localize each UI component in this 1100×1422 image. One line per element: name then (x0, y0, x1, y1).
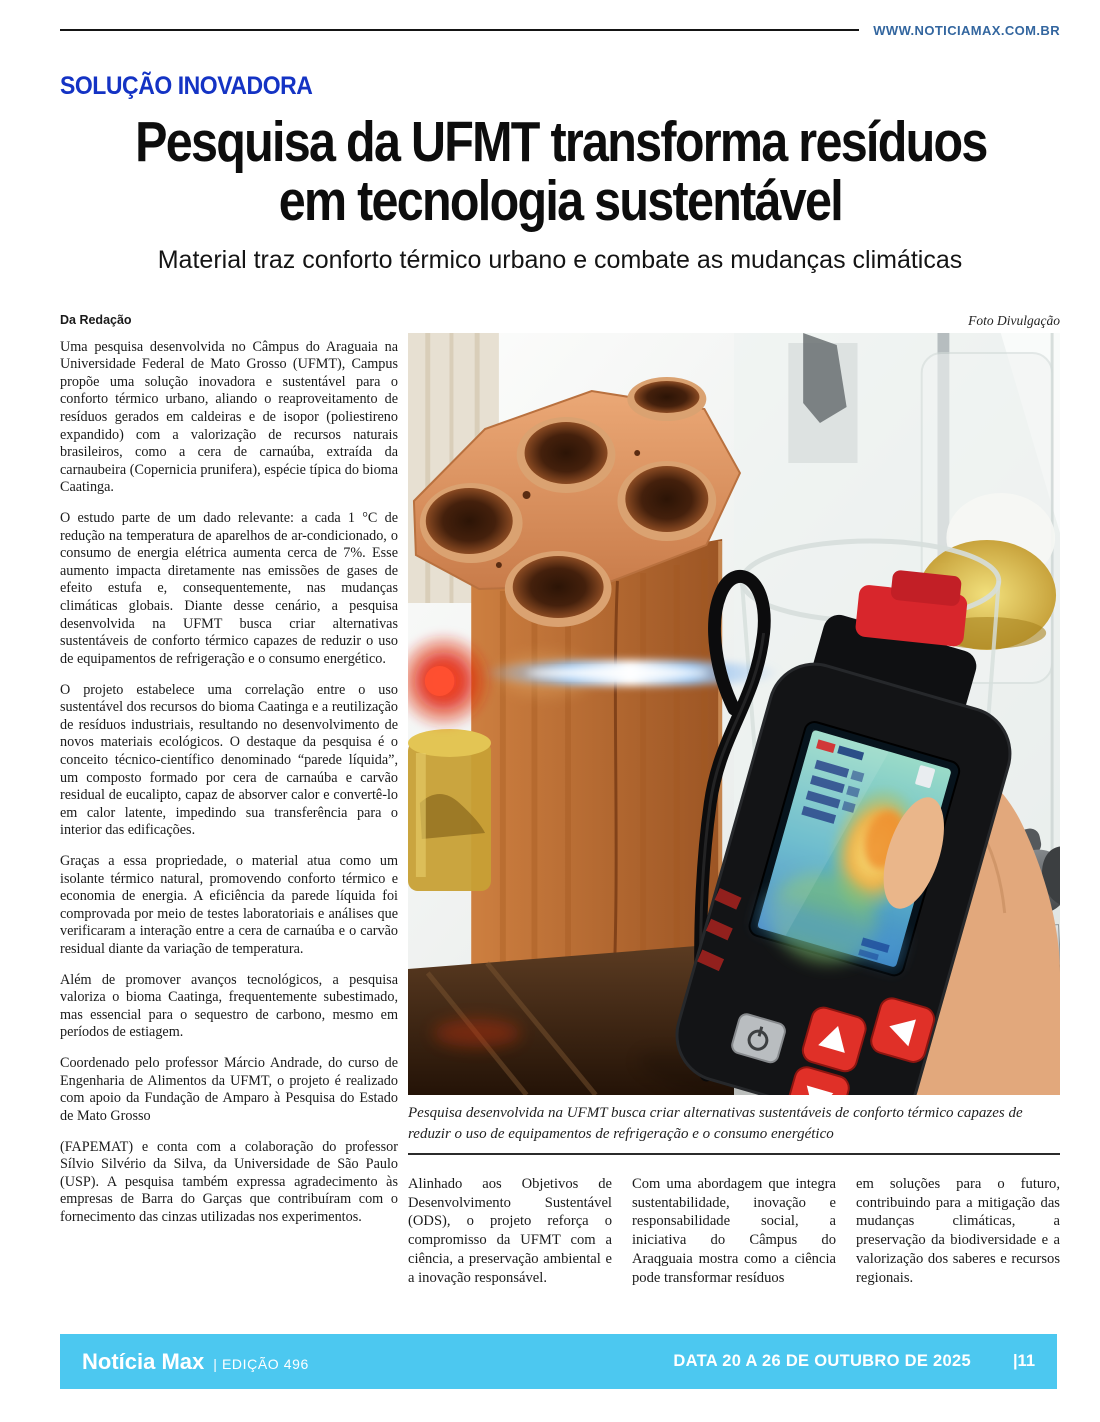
footer-bar (60, 1334, 1057, 1389)
photo-illustration (408, 333, 1060, 1095)
headline-line-1: Pesquisa da UFMT transforma resíduos (135, 110, 987, 174)
footer-edition: | EDIÇÃO 496 (213, 1355, 309, 1372)
footer-right (673, 1352, 1035, 1371)
caption-rule (408, 1153, 1060, 1155)
bottom-column-1: Alinhado aos Objetivos de Desenvolvimento Sustentável (ODS), o projeto reforça o compromisso da UFMT com a ciência, a preservação ambiental e a inovação responsável. (408, 1175, 612, 1287)
wax-jar (408, 729, 491, 891)
footer-page-number: |11 (1012, 1352, 1035, 1370)
paragraph: (FAPEMAT) e conta com a colaboração do professor Sílvio Silvério da Silva, da Universidade de São Paulo (USP). A pesquisa também expressa agradecimento às empresas de Barra do Garças que contribuíram com o fornecimento das cinzas utilizadas nos experimentos. (60, 1138, 398, 1225)
footer-brand: Notícia Max (82, 1348, 205, 1374)
photo-caption: Pesquisa desenvolvida na UFMT busca criar alternativas sustentáveis de conforto térmico capazes de reduzir o uso de equipamentos de refrigeração e o consumo energético (408, 1104, 1023, 1142)
paragraph: Uma pesquisa desenvolvida no Câmpus do Araguaia na Universidade Federal de Mato Grosso (UFMT), Campus propõe uma solução inovadora e sustentável para o conforto térmico urbano, aliando o reaproveitamento de resíduos gerados em caldeiras e de isopor (poliestireno expandido) com a valorização de recursos naturais brasileiros, como a cera de carnaúba, extraída da carnaubeira (Copernicia prunifera), espécie típica do bioma Caatinga. (60, 338, 398, 496)
website-url: WWW.NOTICIAMAX.COM.BR (873, 22, 1060, 38)
headline-line-2: em tecnologia sustentável (278, 169, 842, 234)
byline: Da Redação (60, 312, 132, 327)
headline (60, 110, 1060, 234)
newspaper-page (0, 22, 1100, 1288)
top-rule (60, 29, 859, 31)
paragraph: O projeto estabelece uma correlação entre o uso sustentável dos recursos do bioma Caatinga e a reutilização de resíduos industriais, resultando no desenvolvimento de novos materiais ecológicos. O destaque da pesquisa é o conceito técnico-científico denominado “parede líquida”, um composto formado por cera de carnaúba e carvão residual de eucalipto, capaz de absorver calor e convertê-lo em calor latente, impedindo sua transferência para o interior das edificações. (60, 681, 398, 839)
top-bar (60, 22, 1060, 38)
subheadline: Material traz conforto térmico urbano e combate as mudanças climáticas (157, 245, 963, 274)
photo-credit: Foto Divulgação (968, 312, 1060, 328)
paragraph: Além de promover avanços tecnológicos, a pesquisa valoriza o bioma Caatinga, frequentemente subestimado, mas essencial para o sequestro de carbono, mesmo em períodos de estiagem. (60, 971, 398, 1041)
paragraph: Graças a essa propriedade, o material atua como um isolante térmico natural, promovendo conforto térmico e economia de energia. A eficiência da parede líquida foi comprovada por meio de testes laboratoriais e análises que verificaram a interação entre a cera de carnaúba e o carvão residual diante da variação de temperatura. (60, 852, 398, 958)
bottom-column-3: em soluções para o futuro, contribuindo para a mitigação das mudanças climáticas, a preservação da biodiversidade e a valorização dos saberes e recursos regionais. (856, 1175, 1060, 1287)
article-body (60, 313, 1060, 1289)
section-kicker: SOLUÇÃO INOVADORA (60, 72, 313, 100)
left-text-column (60, 313, 398, 1289)
paragraph: O estudo parte de um dado relevante: a cada 1 °C de redução na temperatura de aparelhos de ar-condicionado, o consumo de energia elétrica aumenta cerca de 7%. Esse aumento impacta diretamente nas emissões de gases de efeito estufa e, consequentemente, nas mudanças climáticas globais. Diante desse cenário, a pesquisa desenvolvida na UFMT busca criar alternativas sustentáveis de conforto térmico capazes de reduzir o uso de equipamentos de refrigeração e o consumo energético. (60, 510, 398, 667)
bottom-columns (408, 1175, 1060, 1289)
right-column (408, 313, 1060, 1289)
paragraph: Coordenado pelo professor Márcio Andrade, do curso de Engenharia de Alimentos da UFMT, o projeto é realizado com apoio da Fundação de Amparo à Pesquisa do Estado de Mato Grosso (60, 1055, 398, 1124)
footer-left (82, 1349, 309, 1375)
article-photo (408, 333, 1060, 1095)
footer-date: DATA 20 A 26 DE OUTUBRO DE 2025 (673, 1352, 971, 1370)
bottom-column-2: Com uma abordagem que integra sustentabilidade, inovação e responsabilidade social, a iniciativa do Câmpus do Araqguaia mostra como a ciência pode transformar resíduos (632, 1175, 836, 1287)
